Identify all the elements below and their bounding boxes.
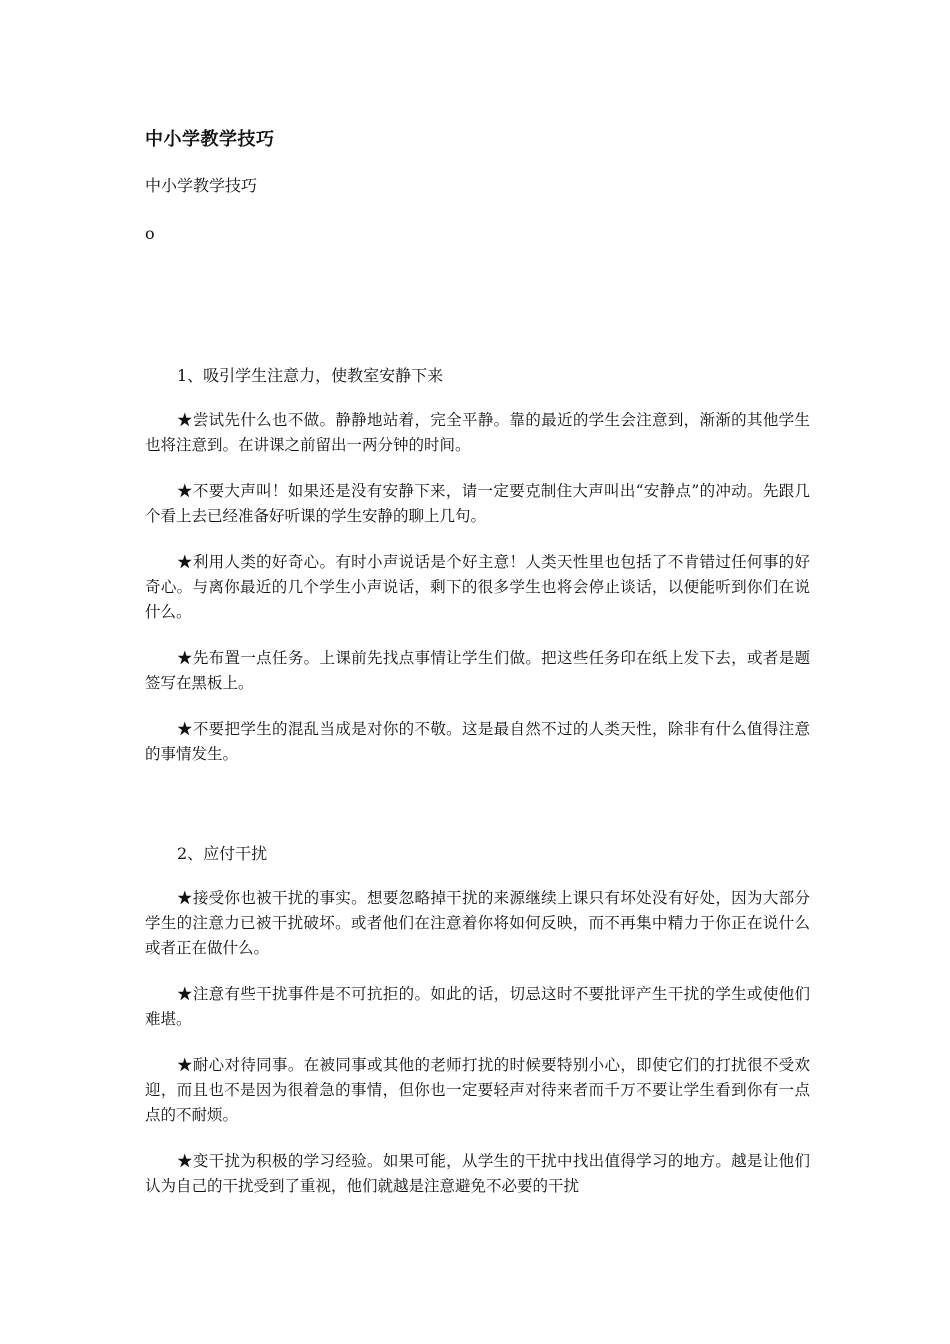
section-heading: 1、吸引学生注意力，使教室安静下来 bbox=[177, 366, 444, 385]
bullet-mark: o bbox=[145, 224, 155, 243]
paragraph: ★变干扰为积极的学习经验。如果可能，从学生的干扰中找出值得学习的地方。越是让他们认为自己的干扰受到了重视，他们就越是注意避免不必要的干扰 bbox=[145, 1152, 810, 1195]
paragraph: ★不要大声叫！如果还是没有安静下来，请一定要克制住大声叫出“安静点”的冲动。先跟几个看上去已经准备好听课的学生安静的聊上几句。 bbox=[145, 482, 810, 525]
paragraph: ★接受你也被干扰的事实。想要忽略掉干扰的来源继续上课只有坏处没有好处，因为大部分学生的注意力已被干扰破坏。或者他们在注意着你将如何反映，而不再集中精力于你正在说什么或者正在做什么。 bbox=[145, 889, 810, 957]
paragraph: ★不要把学生的混乱当成是对你的不敬。这是最自然不过的人类天性，除非有什么值得注意的事情发生。 bbox=[145, 720, 810, 763]
section-interruptions bbox=[145, 841, 810, 1220]
paragraph: ★尝试先什么也不做。静静地站着，完全平静。靠的最近的学生会注意到，渐渐的其他学生也将注意到。在讲课之前留出一两分钟的时间。 bbox=[145, 411, 810, 454]
document-subtitle: 中小学教学技巧 bbox=[145, 176, 258, 195]
section-heading: 2、应付干扰 bbox=[177, 844, 268, 863]
section-attention bbox=[145, 363, 810, 788]
paragraph: ★先布置一点任务。上课前先找点事情让学生们做。把这些任务印在纸上发下去，或者是题签写在黑板上。 bbox=[145, 649, 810, 692]
paragraph: ★耐心对待同事。在被同事或其他的老师打扰的时候要特别小心，即使它们的打扰很不受欢迎，而且也不是因为很着急的事情，但你也一定要轻声对待来者而千万不要让学生看到你有一点点的不耐烦。 bbox=[145, 1056, 810, 1124]
document-title: 中小学教学技巧 bbox=[145, 129, 275, 150]
paragraph: ★注意有些干扰事件是不可抗拒的。如此的话，切忌这时不要批评产生干扰的学生或使他们难堪。 bbox=[145, 985, 810, 1028]
paragraph: ★利用人类的好奇心。有时小声说话是个好主意！人类天性里也包括了不肯错过任何事的好奇心。与离你最近的几个学生小声说话，剩下的很多学生也将会停止谈话，以便能听到你们在说什么。 bbox=[145, 553, 810, 621]
